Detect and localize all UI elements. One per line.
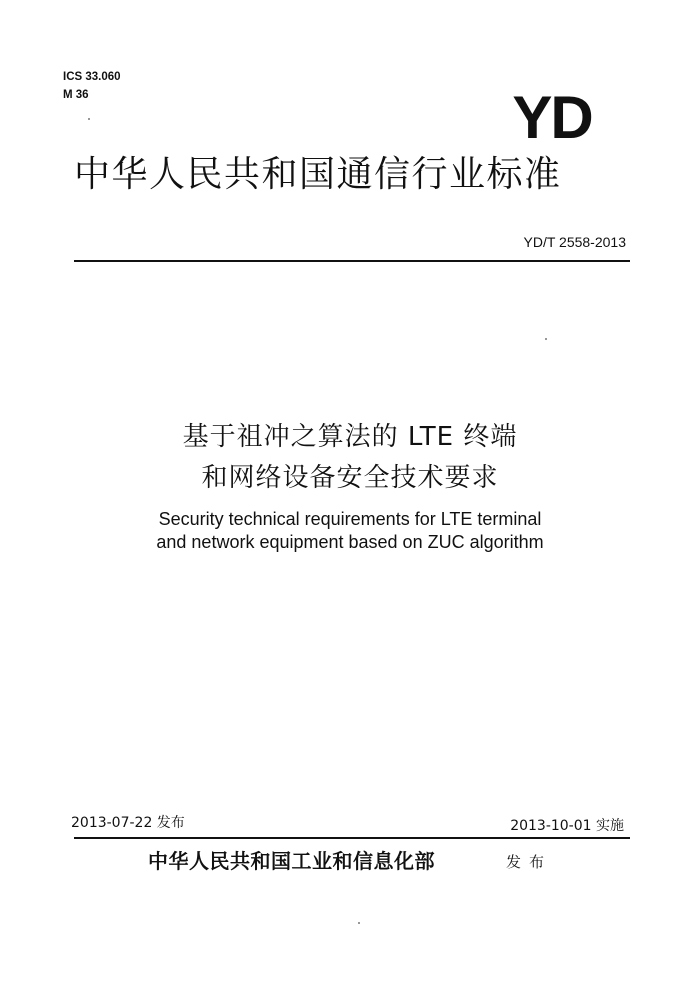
industry-standard-title: 中华人民共和国通信行业标准 — [74, 154, 562, 195]
footer-rule — [74, 837, 630, 839]
scan-speck — [545, 338, 547, 340]
implementation-date: 2013-10-01 实施 — [510, 818, 624, 834]
ics-code: ICS 33.060 — [63, 71, 121, 83]
svg-text:YD: YD — [512, 88, 592, 144]
scan-speck — [358, 922, 360, 924]
header-rule — [74, 260, 630, 262]
issuing-suffix: 发布 — [506, 853, 553, 871]
standard-number: YD/T 2558-2013 — [523, 234, 626, 250]
scan-speck — [88, 118, 90, 120]
ccs-code: M 36 — [63, 89, 89, 101]
issuing-authority: 中华人民共和国工业和信息化部 — [148, 849, 435, 873]
title-chinese-line-1: 基于祖冲之算法的 LTE 终端 — [182, 422, 518, 452]
yd-logo — [505, 88, 600, 144]
title-english-line-2: and network equipment based on ZUC algorithm — [156, 532, 544, 552]
title-english-line-1: Security technical requirements for LTE terminal — [158, 509, 542, 529]
issue-date: 2013-07-22 发布 — [71, 815, 185, 831]
title-chinese-line-2: 和网络设备安全技术要求 — [201, 463, 499, 493]
